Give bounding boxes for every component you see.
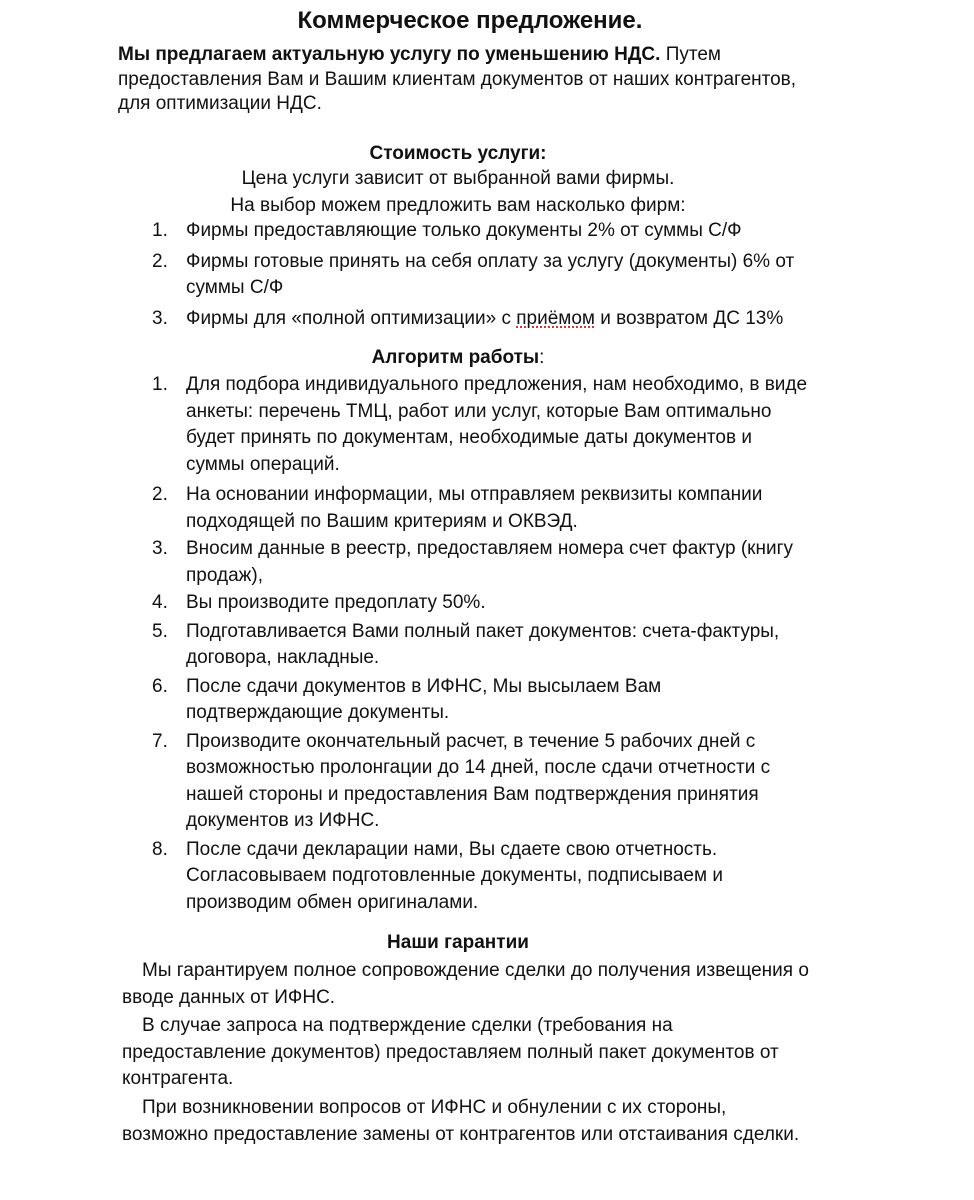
list-item [118, 306, 808, 333]
list-item [118, 536, 808, 589]
list-item-number: 8. [152, 838, 168, 860]
list-item-text: Фирмы предоставляющие только документы 2% от суммы С/Ф [186, 220, 742, 241]
list-item-text: На основании информации, мы отправляем реквизиты компании подходящей по Вашим критериям и ОКВЭД. [186, 484, 763, 532]
cost-line-choice: На выбор можем предложить вам насколько фирм: [230, 195, 686, 216]
list-item [118, 674, 808, 727]
intro-paragraph [118, 43, 818, 117]
list-item [118, 590, 808, 617]
list-item [118, 837, 808, 917]
guarantee-paragraph: При возникновении вопросов от ИФНС и обнулении с их стороны, возможно предоставление замены от контрагентов или отстаивания сделки. [122, 1097, 800, 1145]
algorithm-heading: Алгоритм работы: [371, 347, 545, 368]
list-item-number: 5. [152, 620, 168, 642]
spellcheck-underlined-word: приёмом [516, 307, 595, 329]
list-item-text: Вы производите предоплату 50%. [186, 592, 486, 613]
list-item-number: 7. [152, 730, 168, 752]
list-item-number: 3. [152, 538, 168, 559]
cost-line-price: Цена услуги зависит от выбранной вами фирмы. [241, 168, 675, 189]
list-item-text: Подготавливается Вами полный пакет документов: счета-фактуры, договора, накладные. [186, 620, 780, 668]
cost-options-list [118, 218, 808, 332]
list-item-text: Производите окончательный расчет, в течение 5 рабочих дней с возможностью пролонгации до 14 дней, после сдачи отчетности с нашей стороны и предоставления Вам подтверждения принятия документов из ИФНС. [186, 730, 771, 831]
guarantee-paragraph: Мы гарантируем полное сопровождение сделки до получения извещения о вводе данных от ИФНС. [122, 960, 809, 1008]
list-item [118, 372, 808, 478]
list-item-text: После сдачи декларации нами, Вы сдаете свою отчетность. Согласовываем подготовленные документы, подписываем и производим обмен оригиналами. [186, 838, 723, 913]
document-title: Коммерческое предложение. [297, 7, 643, 34]
list-item-number: 6. [152, 675, 168, 697]
list-item-number: 2. [152, 484, 168, 505]
list-item-text: Фирмы для «полной оптимизации» с приёмом и возвратом ДС 13% [186, 307, 784, 329]
list-item-text: После сдачи документов в ИФНС, Мы высылаем Вам подтверждающие документы. [186, 675, 662, 723]
guarantees-heading: Наши гарантии [387, 932, 529, 953]
list-item [118, 729, 808, 835]
list-item-text: Фирмы готовые принять на себя оплату за услугу (документы) 6% от суммы С/Ф [186, 250, 795, 298]
list-item [118, 218, 808, 245]
list-item-number: 2. [152, 250, 168, 272]
list-item-text: Для подбора индивидуального предложения, нам необходимо, в виде анкеты: перечень ТМЦ, работ или услуг, которые Вам оптимально будет принять по документам, необходимые даты документов и суммы операций. [186, 374, 808, 475]
intro-text: Путем предоставления Вам и Вашим клиентам документов от наших контрагентов, для оптимизации НДС. [118, 44, 797, 114]
list-item-number: 3. [152, 307, 168, 329]
cost-heading: Стоимость услуги: [369, 143, 547, 164]
list-item-text: Вносим данные в реестр, предоставляем номера счет фактур (книгу продаж), [186, 538, 794, 586]
list-item-number: 1. [152, 220, 168, 241]
algorithm-steps-list [118, 372, 808, 916]
guarantee-paragraph: В случае запроса на подтверждение сделки (требования на предоставление документов) предоставляем полный пакет документов от контрагента. [122, 1015, 779, 1089]
intro-bold-text: Мы предлагаем актуальную услугу по уменьшению НДС. [118, 44, 661, 65]
list-item-number: 1. [152, 374, 168, 395]
list-item-number: 4. [152, 592, 168, 613]
list-item [118, 482, 808, 535]
list-item [118, 249, 808, 302]
list-item [118, 619, 808, 672]
